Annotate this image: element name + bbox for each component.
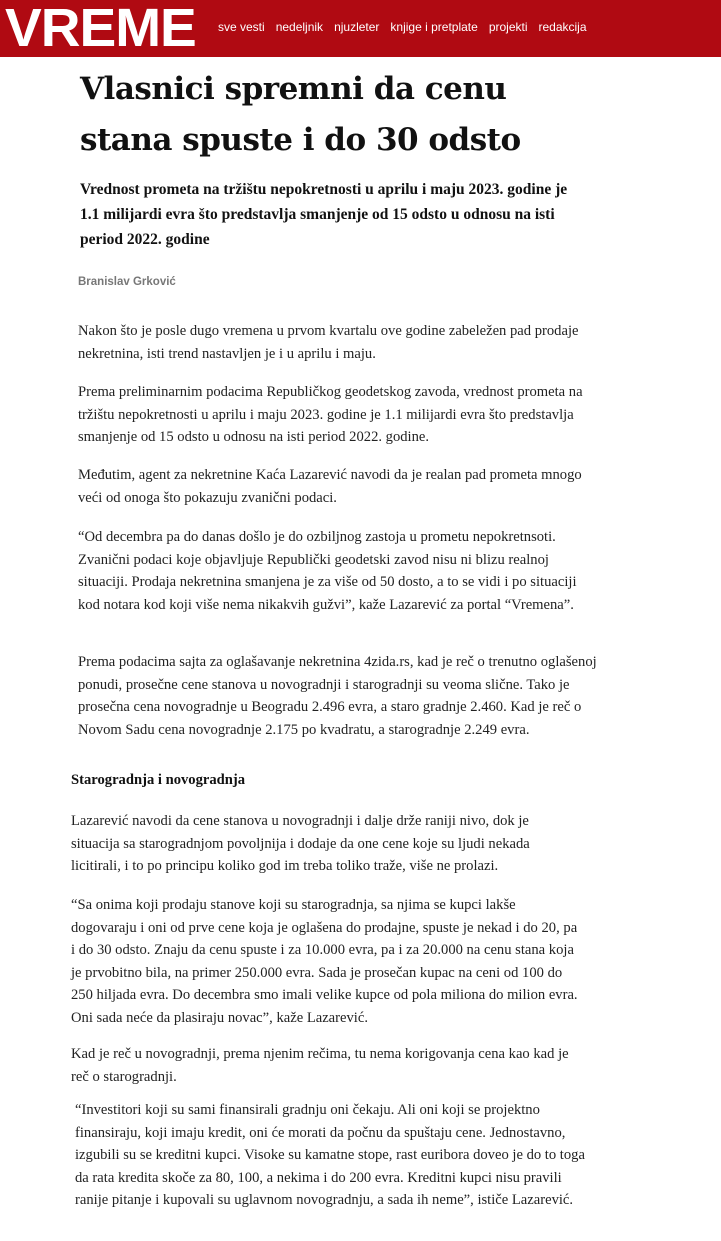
article-paragraph: Prema podacima sajta za oglašavanje nekretnina 4zida.rs, kad je reč o trenutno oglašenoj ponudi, prosečne cene stanova u novogradnji i starogradnji su veoma slične. Tako je prosečna cena novogradnje u Beogradu 2.496 evra, a staro gradnje 2.460. Kad je reč o Novom Sadu cena novogradnje 2.175 po kvadratu, a starogradnje 2.249 evra. (78, 654, 597, 738)
site-header (0, 0, 721, 57)
article-paragraph: Prema preliminarnim podacima Republičkog geodetskog zavoda, vrednost prometa na tržištu nepokretnosti u aprilu i maju 2023. godine je 1.1 milijardi evra što predstavlja smanjenje od 15 odsto u odnosu na isti period 2022. godine. (78, 384, 583, 445)
nav-link-nedeljnik[interactable]: nedeljnik (275, 20, 324, 34)
article-paragraph: Nakon što je posle dugo vremena u prvom kvartalu ove godine zabeležen pad prodaje nekretnina, isti trend nastavljen je i u aprilu i maju. (78, 323, 579, 362)
nav-link-knjige-i-pretplate[interactable]: knjige i pretplate (390, 20, 478, 34)
article-title: Vlasnici spremni da cenu stana spuste i do 30 odsto (80, 71, 521, 158)
article-paragraph: Lazarević navodi da cene stanova u novogradnji i dalje drže raniji nivo, dok je situacija sa starogradnjom povoljnija i dodaje da one cene koje su ljudi nekada licitirali, i to po principu koliko god im treba toliko traže, više ne prolazi. (71, 813, 530, 874)
article-paragraph: Međutim, agent za nekretnine Kaća Lazarević navodi da je realan pad prometa mnogo veći od onoga što pokazuju zvanični podaci. (78, 467, 582, 506)
article-subheading: Starogradnja i novogradnja (71, 772, 246, 788)
main-nav (218, 20, 598, 34)
article-paragraph: “Investitori koji su sami finansirali gradnju oni čekaju. Ali oni koji se projektno finansiraju, koji imaju kredit, oni će morati da počnu da spuštaju cene. Jednostavno, izgubili su se kreditni kupci. Visoke su kamatne stope, rast euribora doveo je do to toga da rata kredita skoče za 80, 100, a nekima i do 200 evra. Kreditni kupci nisu pravili ranije pitanje i kupovali su uglavnom novogradnju, a sada ih neme”, ističe Lazarević. (75, 1102, 585, 1208)
article-lead: Vrednost prometa na tržištu nepokretnosti u aprilu i maju 2023. godine je 1.1 milijardi evra što predstavlja smanjenje od 15 odsto u odnosu na isti period 2022. godine (80, 181, 568, 248)
nav-link-njuzleter[interactable]: njuzleter (334, 20, 380, 34)
nav-link-projekti[interactable]: projekti (488, 20, 528, 34)
article-author[interactable]: Branislav Grković (78, 276, 176, 288)
nav-link-sve-vesti[interactable]: sve vesti (218, 20, 265, 34)
article-paragraph: “Sa onima koji prodaju stanove koji su starogradnja, sa njima se kupci lakše dogovaraju i oni od prve cene koja je oglašena do prodajne, spuste je nekad i do 20, pa i do 30 odsto. Znaju da cenu spuste i za 10.000 evra, pa i za 20.000 na cenu stana koja je prvobitno bila, na primer 250.000 evra. Sada je prosečan kupac na ceni od 100 do 250 hiljada evra. Do decembra smo imali velike kupce od pola miliona do milion evra. Oni sada neće da plasiraju novac”, kaže Lazarević. (71, 897, 578, 1026)
article-paragraph: “Od decembra pa do danas došlo je do ozbiljnog zastoja u prometu nepokretnsoti. Zvanični podaci koje objavljuje Republički geodetski zavod nisu ni blizu realnoj situaciji. Prodaja nekretnina smanjena je za više od 50 dosto, a to se vidi i po situaciji kod notara kod koji više nema nikakvih gužvi”, kaže Lazarević za portal “Vremena”. (78, 529, 577, 613)
nav-link-redakcija[interactable]: redakcija (538, 20, 587, 34)
article-paragraph: Kad je reč u novogradnji, prema njenim rečima, tu nema korigovanja cena kao kad je reč o starogradnji. (71, 1046, 569, 1085)
site-logo[interactable]: VREME (5, 0, 196, 58)
